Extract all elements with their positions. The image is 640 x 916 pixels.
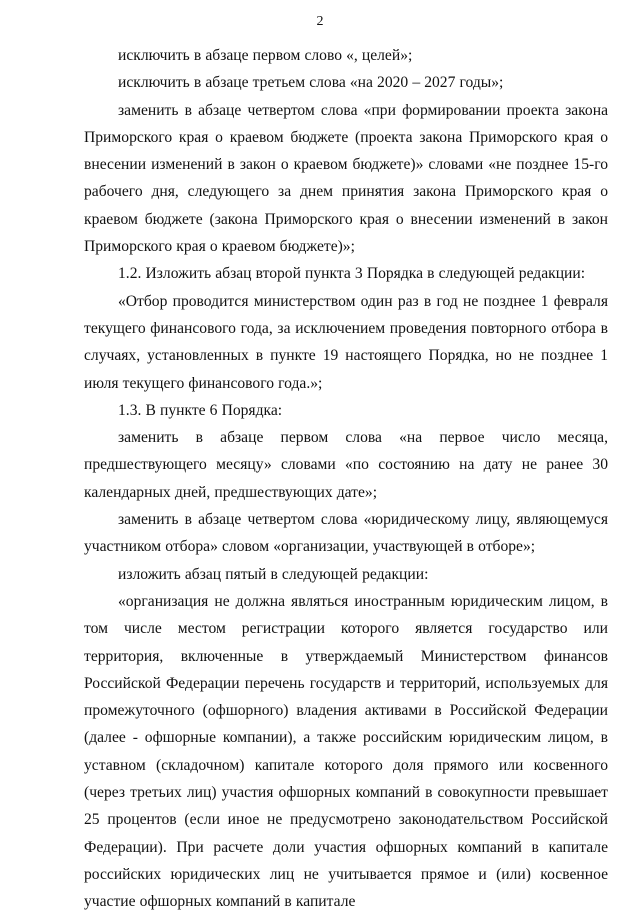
paragraph: «организация не должна являться иностранным юридическим лицом, в том числе местом регистрации которого является государство или территория, включенные в утверждаемый Министерством финансов Российской Федерации перечень государств и территорий, используемых для промежуточного (офшорного) владения активами в Российской Федерации (далее - офшорные компании), а также российским юридическим лицом, в уставном (складочном) капитале которого доля прямого или косвенного (через третьих лиц) участия офшорных компаний в совокупности превышает 25 процентов (если иное не предусмотрено законодательством Российской Федерации). При расчете доли участия офшорных компаний в капитале российских юридических лиц не учитывается прямое и (или) косвенное участие офшорных компаний в капитале — [84, 592, 608, 911]
paragraph: 1.3. В пункте 6 Порядка: — [118, 401, 283, 419]
paragraph: «Отбор проводится министерством один раз в год не позднее 1 февраля текущего финансового года, за исключением проведения повторного отбора в случаях, установленных в пункте 19 настоящего Порядка, но не позднее 1 июля текущего финансового года.»; — [84, 292, 608, 392]
paragraph: заменить в абзаце четвертом слова «при формировании проекта закона Приморского края о краевом бюджете (проекта закона Приморского края о внесении изменений в закон о краевом бюджете)» словами «не позднее 15-го рабочего дня, следующего за днем принятия закона Приморского края о краевом бюджете (закона Приморского края о внесении изменений в закон Приморского края о краевом бюджете)»; — [84, 101, 608, 256]
page-number: 2 — [316, 14, 324, 29]
paragraph: заменить в абзаце первом слова «на первое число месяца, предшествующего месяцу» словами «по состоянию на дату не ранее 30 календарных дней, предшествующих дате»; — [84, 429, 608, 501]
paragraph: исключить в абзаце первом слово «, целей»; — [118, 47, 413, 64]
paragraph: 1.2. Изложить абзац второй пункта 3 Порядка в следующей редакции: — [118, 265, 586, 283]
paragraph: исключить в абзаце третьем слова «на 2020 – 2027 годы»; — [118, 74, 504, 92]
paragraph: изложить абзац пятый в следующей редакции: — [118, 565, 429, 583]
paragraph: заменить в абзаце четвертом слова «юридическому лицу, являющемуся участником отбора» словом «организации, участвующей в отборе»; — [84, 511, 608, 556]
document-body — [84, 42, 608, 916]
